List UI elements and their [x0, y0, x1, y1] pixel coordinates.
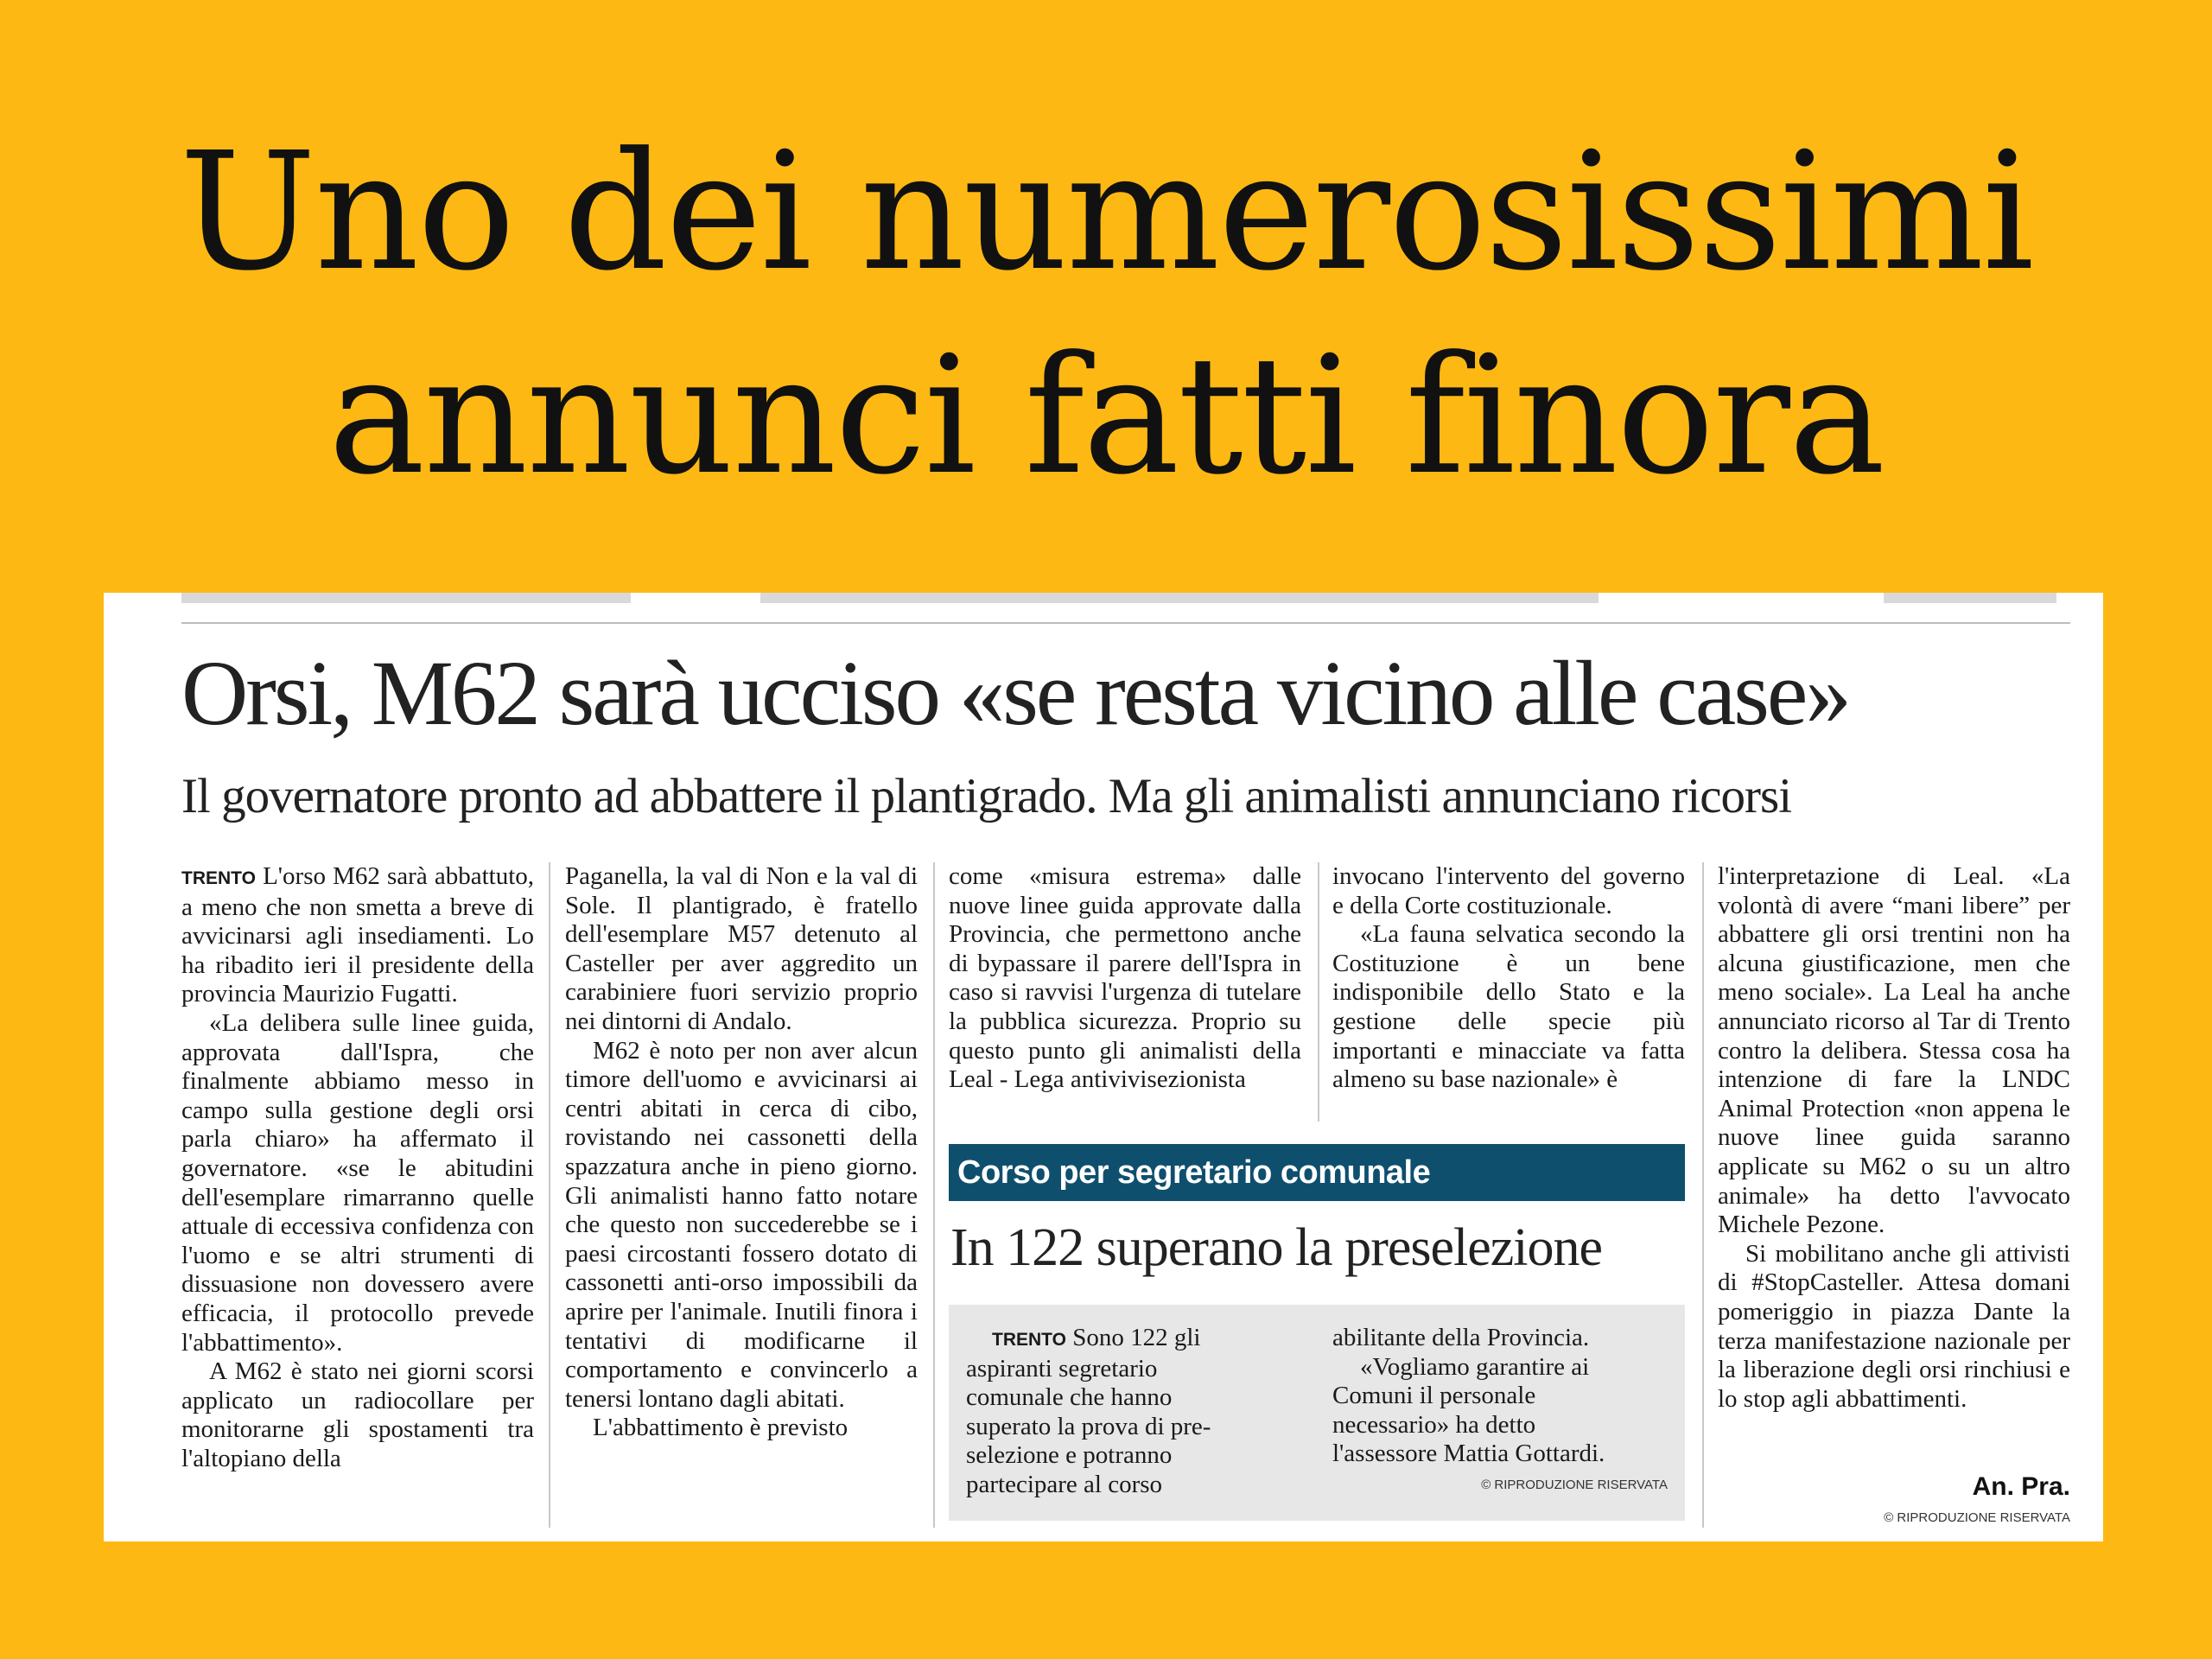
text-line: partecipare al corso: [966, 1470, 1163, 1498]
article-column-5: [1718, 862, 2070, 1414]
cut-text-fragment: [181, 593, 631, 603]
box-headline: In 122 superano la preselezione: [950, 1218, 1603, 1277]
text-line: aspiranti segretario: [966, 1354, 1158, 1382]
article-column-4: [1332, 862, 1685, 1095]
column-divider: [933, 862, 935, 1528]
article-kicker: TRENTO: [181, 868, 256, 888]
cut-text-fragment: [760, 593, 1599, 603]
paragraph: Si mobilitano anche gli attivisti di #StopCasteller. Attesa domani pomeriggio in piazza Dante la terza manifestazione nazionale per la liberazione degli orsi rinchiusi e lo stop agli abbattimenti.: [1718, 1239, 2070, 1413]
article-column-1: [181, 862, 534, 1473]
cut-text-fragment: [1884, 593, 2056, 603]
article-subhead: Il governatore pronto ad abbattere il plantigrado. Ma gli animalisti annunciano ricorsi: [181, 769, 1792, 823]
column-divider: [1702, 862, 1704, 1528]
box-column-left: [966, 1324, 1211, 1500]
paragraph: l'interpretazione di Leal. «La volontà di avere “mani libere” per abbattere gli orsi trentini non ha alcuna giustificazione, men che meno sociale». La Leal ha anche annunciato ricorso al Tar di Trento contro la delibera. Stessa cosa ha intenzione di fare la LNDC Animal Protection «non appena le nuove linee guida saranno applicate su M62 o su un altro animale» ha detto l'avvocato Michele Pezone.: [1718, 862, 2070, 1239]
text-line: Comuni il personale: [1332, 1382, 1536, 1410]
column-divider: [549, 862, 550, 1528]
top-rule: [181, 622, 2070, 624]
paragraph: L'orso M62 sarà abbattuto, a meno che non smetta a breve di avvicinarsi agli insediamenti. Lo ha ribadito ieri il presidente della provincia Maurizio Fugatti.: [181, 862, 534, 1008]
text-line: Sono 122 gli: [1072, 1324, 1201, 1351]
column-divider: [1318, 862, 1319, 1122]
article-column-2: [565, 862, 918, 1443]
paragraph: A M62 è stato nei giorni scorsi applicato un radiocollare per monitorarne gli spostamenti tra l'altopiano della: [181, 1357, 534, 1472]
newspaper-clipping: [104, 593, 2103, 1541]
box-section-header: Corso per segretario comunale: [949, 1144, 1685, 1201]
text-line: comunale che hanno: [966, 1383, 1173, 1412]
article-headline: Orsi, M62 sarà ucciso «se resta vicino alle case»: [181, 643, 1849, 745]
box-column-right: [1332, 1324, 1605, 1469]
text-line: necessario» ha detto: [1332, 1410, 1536, 1439]
paragraph: L'abbattimento è previsto: [593, 1414, 849, 1442]
box-copyright: © RIPRODUZIONE RISERVATA: [1481, 1478, 1668, 1492]
article-signature: An. Pra.: [1972, 1472, 2070, 1501]
paragraph: invocano l'intervento del governo e della Corte costituzionale.: [1332, 862, 1685, 919]
paragraph: «La fauna selvatica secondo la Costituzione è un bene indisponibile dello Stato e la gestione delle specie più importanti e minacciate va fatta almeno su base nazionale» è: [1332, 920, 1685, 1094]
paragraph: «La delibera sulle linee guida, approvata dall'Ispra, che finalmente abbiamo messo in campo sulla gestione degli orsi parla chiaro» ha affermato il governatore. «se le abitudini dell'esemplare rimarranno quelle attuale di eccessiva confidenza con l'uomo e se altri strumenti di dissuasione non dovessero avere efficacia, il protocollo prevede l'abbattimento».: [181, 1008, 534, 1357]
box-body: [949, 1305, 1685, 1521]
text-line: «Vogliamo garantire ai: [1360, 1352, 1590, 1381]
paragraph: Paganella, la val di Non e la val di Sole. Il plantigrado, è fratello dell'esemplare M57 detenuto al Casteller per aver aggredito un carabiniere fuori servizio proprio nei dintorni di Andalo.: [565, 862, 918, 1035]
article-column-3: [949, 862, 1301, 1095]
box-kicker: TRENTO: [992, 1330, 1066, 1350]
paragraph: come «misura estrema» dalle nuove linee guida approvate dalla Provincia, che permettono anche di bypassare il parere dell'Ispra in caso si ravvisi l'urgenza di tutelare la pubblica sicurezza. Proprio su questo punto gli animalisti della Leal - Lega antivivisezionista: [949, 862, 1301, 1094]
slide-title: [0, 111, 2212, 518]
text-line: l'assessore Mattia Gottardi.: [1332, 1440, 1605, 1468]
text-line: superato la prova di pre-: [966, 1412, 1211, 1440]
slide-title-line-2: annunci fatti finora: [327, 321, 1885, 511]
article-copyright: © RIPRODUZIONE RISERVATA: [1884, 1510, 2070, 1525]
slide-title-line-1: Uno dei numerosissimi: [179, 118, 2033, 307]
text-line: abilitante della Provincia.: [1332, 1324, 1590, 1351]
text-line: selezione e potranno: [966, 1441, 1173, 1470]
paragraph: M62 è noto per non aver alcun timore dell'uomo e avvicinarsi ai centri abitati in cerca di cibo, rovistando nei cassonetti della spazzatura anche in pieno giorno. Gli animalisti hanno fatto notare che questo non succederebbe se i paesi circostanti fossero dotato di cassonetti anti-orso impossibili da aprire per l'animale. Inutili finora i tentativi di modificarne il comportamento e convincerlo a tenersi lontano dagli abitati.: [565, 1036, 918, 1413]
